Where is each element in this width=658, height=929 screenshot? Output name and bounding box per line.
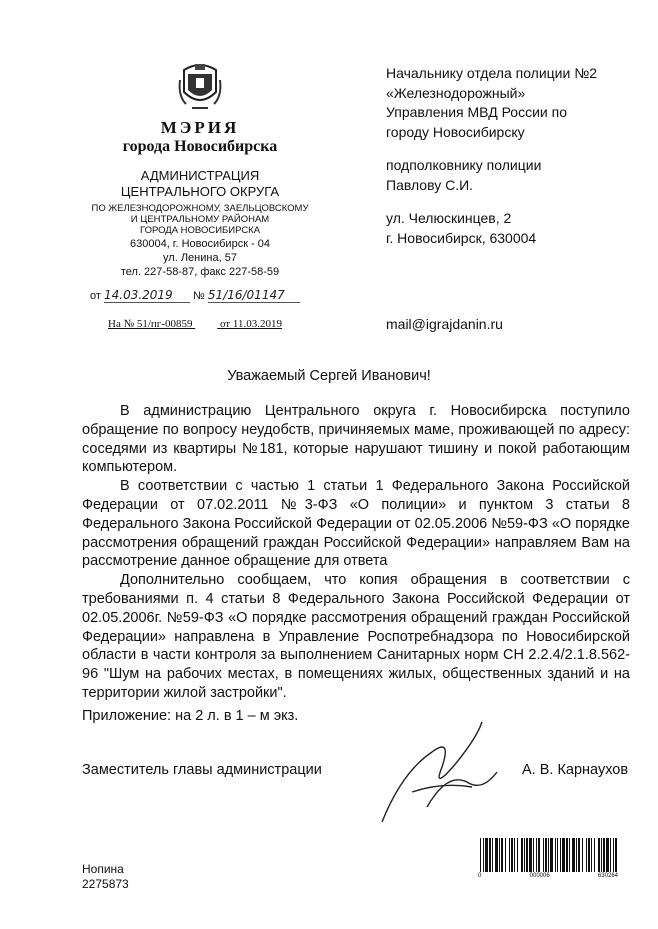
outgoing-date-line bbox=[90, 288, 300, 303]
recipient-block bbox=[386, 64, 626, 248]
barcode-number bbox=[478, 873, 618, 879]
sender-phone: тел. 227-58-87, факс 227-58-59 bbox=[120, 266, 280, 278]
number-prefix: № bbox=[193, 290, 205, 302]
attachment-note: Приложение: на 2 л. в 1 – м экз. bbox=[82, 708, 299, 724]
districts-line-3: ГОРОДА НОВОСИБИРСКА bbox=[139, 225, 261, 236]
outgoing-date: 14.03.2019 bbox=[104, 288, 190, 303]
reference-number: На № 51/пг-00859 bbox=[108, 318, 193, 330]
author-block bbox=[82, 862, 129, 892]
sender-address-line-1: 630004, г. Новосибирск - 04 bbox=[129, 238, 271, 250]
recipient-line-2: «Железнодорожный» bbox=[386, 84, 526, 101]
recipient-line-7: ул. Челюскинцев, 2 bbox=[386, 210, 512, 226]
barcode-left: 0 bbox=[478, 873, 482, 879]
body-paragraph-3: Дополнительно сообщаем, что копия обращения в соответствии с требованиями п. 4 статьи 8 Федерального Закона Российской Федерации от 02.05.2006г. №59-ФЗ «О порядке рассмотрения обращений граждан Российской Федерации» направлена в Управление Роспотребнадзора по Новосибирской области в части контроля за выполнением Санитарных норм СН 2.2.4/2.1.8.562-96 "Шум на рабочих местах, в помещениях жилых, общественных зданий и на территории жилой застройки". bbox=[82, 572, 630, 701]
sender-address-line-2: ул. Ленина, 57 bbox=[163, 252, 237, 264]
districts-line-2: И ЦЕНТРАЛЬНОМУ РАЙОНАМ bbox=[130, 214, 270, 225]
handwritten-signature bbox=[372, 712, 512, 832]
salutation: Уважаемый Сергей Иванович! bbox=[227, 368, 431, 384]
recipient-email: mail@igrajdanin.ru bbox=[386, 316, 503, 332]
recipient-line-8: г. Новосибирск, 630004 bbox=[386, 229, 537, 246]
author-phone: 2275873 bbox=[82, 877, 129, 891]
districts-line-1: ПО ЖЕЛЕЗНОДОРОЖНОМУ, ЗАЕЛЬЦОВСКОМУ bbox=[91, 203, 309, 214]
administration-title bbox=[90, 168, 310, 200]
reference-line bbox=[108, 318, 282, 330]
admin-line-1: АДМИНИСТРАЦИЯ bbox=[140, 168, 260, 183]
barcode-middle: 000006 bbox=[529, 873, 550, 879]
barcode bbox=[478, 838, 618, 872]
recipient-line-1: Начальнику отдела полиции №2 bbox=[386, 65, 598, 81]
reference-date: от 11.03.2019 bbox=[219, 318, 282, 330]
body-paragraph-1: В администрацию Центрального округа г. Новосибирска поступило обращение по вопросу неудобств, причиняемых маме, проживающей по адресу: соседями из квартиры №181, которые нарушают тишину и покой работающим компьютером. bbox=[82, 403, 630, 476]
recipient-line-4: городу Новосибирску bbox=[386, 123, 525, 140]
mayor-office-title: МЭРИЯ bbox=[160, 118, 240, 137]
barcode-right: 630264 bbox=[597, 873, 618, 879]
signatory-position: Заместитель главы администрации bbox=[82, 762, 322, 778]
letter-body bbox=[82, 402, 630, 703]
date-prefix: от bbox=[90, 290, 101, 302]
city-title: города Новосибирска bbox=[122, 138, 278, 155]
author-name: Нопина bbox=[82, 862, 124, 876]
signatory-name: А. В. Карнаухов bbox=[522, 762, 629, 778]
recipient-line-3: Управления МВД России по bbox=[386, 104, 567, 120]
outgoing-number: 51/16/01147 bbox=[208, 288, 300, 303]
coat-of-arms-icon bbox=[178, 62, 222, 112]
recipient-line-6: Павлову С.И. bbox=[386, 176, 474, 193]
admin-line-2: ЦЕНТРАЛЬНОГО ОКРУГА bbox=[120, 184, 280, 199]
body-paragraph-2: В соответствии с частью 1 статьи 1 Федерального Закона Российской Федерации от 07.02.2011 №3-ФЗ «О полиции» и пунктом 3 статьи 8 Федерального Закона Российской Федерации от 02.05.2006 №59-ФЗ «О порядке рассмотрения обращений граждан Российской Федерации» направляем Вам на рассмотрение данное обращение для ответа bbox=[82, 478, 630, 570]
recipient-line-5: подполковнику полиции bbox=[386, 157, 542, 173]
